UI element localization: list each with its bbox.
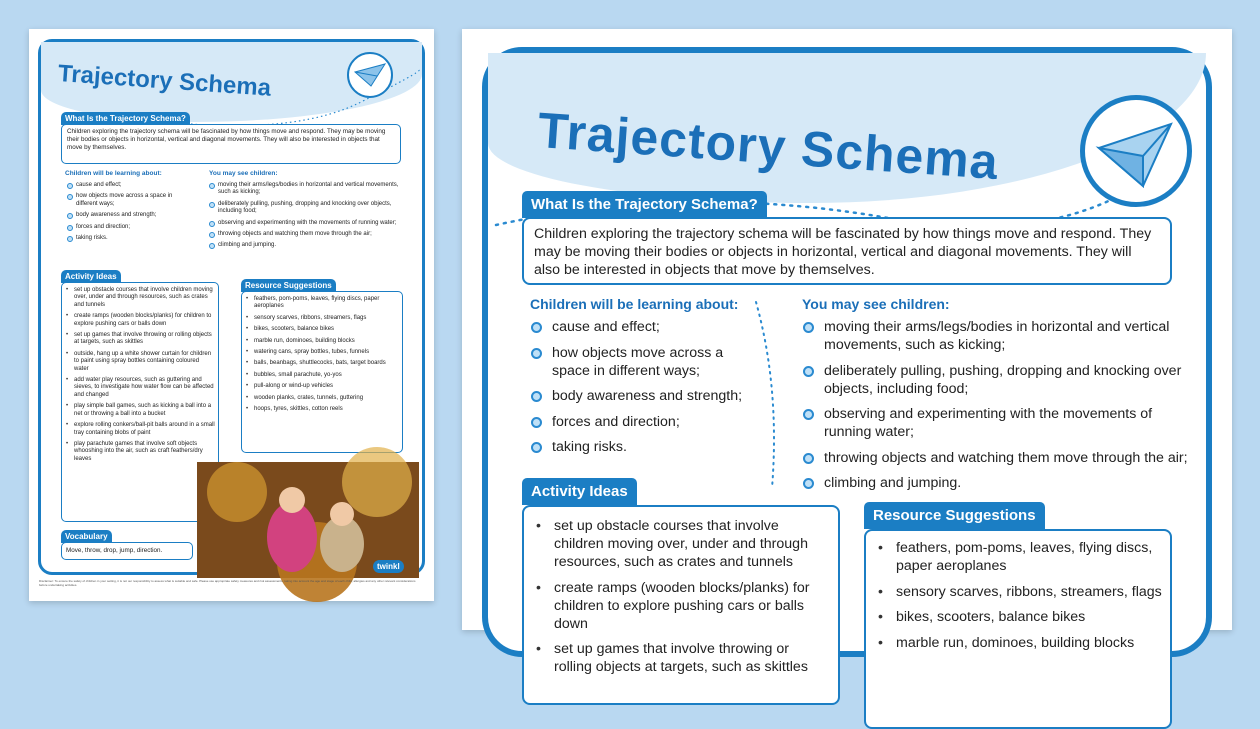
activity-list [65,287,215,463]
poster-title: Trajectory Schema [57,60,272,102]
list-item: moving their arms/legs/bodies in horizontal and vertical movements, such as kicking; [209,182,409,197]
vocabulary-heading: Vocabulary [61,530,112,543]
list-item: moving their arms/legs/bodies in horizontal and vertical movements, such as kicking; [802,318,1194,354]
poster-frame [38,39,425,575]
see-list [209,182,409,254]
list-item: forces and direction; [530,413,760,431]
list-item: • explore rolling conkers/ball-pit balls around in a small tray containing blobs of paint [65,422,215,437]
list-item: • balls, beanbags, shuttlecocks, bats, target boards [245,360,399,367]
poster-frame [482,47,1212,675]
divider-dots [750,298,790,493]
paper-plane-icon [349,54,391,96]
see-heading: You may see children: [802,296,950,312]
what-is-heading: What Is the Trajectory Schema? [522,191,767,218]
list-item: forces and direction; [67,224,185,231]
list-item: • play simple ball games, such as kicking a ball into a net or throwing a ball into a bucket [65,403,215,418]
list-item: • set up games that involve throwing or rolling objects at targets, such as skittles [532,640,822,676]
what-is-text: Children exploring the trajectory schema will be fascinated by how things move and respond. They may be moving their bodies or objects in horizontal, vertical and diagonal movements. They will also be interested in objects that move by themselves. [67,128,386,151]
list-item: climbing and jumping. [802,474,1194,492]
see-heading: You may see children: [209,170,278,177]
list-item: cause and effect; [67,182,185,189]
list-item: • marble run, dominoes, building blocks [245,338,399,345]
list-item: body awareness and strength; [530,387,760,405]
list-item: • bikes, scooters, balance bikes [874,608,1164,626]
list-item: deliberately pulling, pushing, dropping and knocking over objects, including food; [209,201,409,216]
vocabulary-box [61,542,193,560]
plane-badge [347,52,393,98]
learning-heading: Children will be learning about: [530,296,739,312]
list-item: observing and experimenting with the movements of running water; [209,220,409,227]
list-item: • add water play resources, such as guttering and sieves, to investigate how water flow can be affected and changed [65,377,215,399]
list-item: • watering cans, spray bottles, tubes, funnels [245,349,399,356]
what-is-text: Children exploring the trajectory schema will be fascinated by how things move and respond. They may be moving their bodies or objects in horizontal, vertical and diagonal movements. They will also be interested in objects that move by themselves. [534,226,1152,278]
poster-title: Trajectory Schema [536,101,1001,191]
list-item: • sensory scarves, ribbons, streamers, flags [245,315,399,322]
list-item: climbing and jumping. [209,242,409,249]
activity-heading: Activity Ideas [61,270,121,283]
learning-heading: Children will be learning about: [65,170,162,177]
plane-badge [1080,95,1192,207]
disclaimer-text: Disclaimer: To ensure the safety of children in your setting, it is not our responsibility to assess what is suitable and safe. Please use appropriate safety measures and risk assessments, taking into account the age and stage of each child, allergies and any other relevant considerations before undertaking activities. [39,579,416,587]
list-item: throwing objects and watching them move through the air; [802,449,1194,467]
list-item: • wooden planks, crates, tunnels, guttering [245,395,399,402]
list-item: • set up obstacle courses that involve children moving over, under and through resources, such as crates and tunnels [532,517,822,571]
brand-logo: twinkl [373,560,404,573]
learning-list [67,182,185,246]
list-item: how objects move across a space in different ways; [530,344,760,380]
what-is-box [522,217,1172,285]
list-item: • hoops, tyres, skittles, cotton reels [245,406,399,413]
poster-thumbnail [29,29,434,601]
resources-box [864,529,1172,729]
activity-box [61,282,219,522]
list-item: • feathers, pom-poms, leaves, flying discs, paper aeroplanes [245,296,399,311]
list-item: body awareness and strength; [67,212,185,219]
list-item: taking risks. [67,235,185,242]
paper-plane-icon [1085,100,1187,202]
list-item: • marble run, dominoes, building blocks [874,634,1164,652]
resources-heading: Resource Suggestions [241,279,336,292]
list-item: deliberately pulling, pushing, dropping and knocking over objects, including food; [802,362,1194,398]
what-is-heading: What Is the Trajectory Schema? [61,112,190,125]
poster-large [462,29,1232,675]
list-item: • sensory scarves, ribbons, streamers, flags [874,583,1164,601]
list-item: • feathers, pom-poms, leaves, flying discs, paper aeroplanes [874,539,1164,575]
list-item: • create ramps (wooden blocks/planks) for children to explore pushing cars or balls down [532,579,822,633]
list-item: observing and experimenting with the movements of running water; [802,405,1194,441]
list-item: • play parachute games that involve soft objects whooshing into the air, such as craft feathers/dry leaves [65,441,215,463]
list-item: • pull-along or wind-up vehicles [245,383,399,390]
list-item: • bubbles, small parachute, yo-yos [245,372,399,379]
activity-list [532,517,822,676]
list-item: • bikes, scooters, balance bikes [245,326,399,333]
list-item: • outside, hang up a white shower curtain for children to paint using spray bottles containing coloured water [65,351,215,373]
activity-heading: Activity Ideas [522,478,637,505]
list-item: how objects move across a space in different ways; [67,193,185,208]
vocabulary-text: Move, throw, drop, jump, direction. [66,547,163,554]
resources-list [874,539,1164,652]
list-item: • set up obstacle courses that involve children moving over, under and through resources, such as crates and tunnels [65,287,215,309]
activity-box [522,505,840,705]
resources-list [245,296,399,413]
list-item: throwing objects and watching them move through the air; [209,231,409,238]
list-item: • create ramps (wooden blocks/planks) for children to explore pushing cars or balls down [65,313,215,328]
what-is-box [61,124,401,164]
resources-heading: Resource Suggestions [864,502,1045,529]
list-item: • set up games that involve throwing or rolling objects at targets, such as skittles [65,332,215,347]
see-list [802,318,1194,500]
list-item: taking risks. [530,438,760,456]
list-item: cause and effect; [530,318,760,336]
learning-list [530,318,760,464]
resources-box [241,291,403,453]
